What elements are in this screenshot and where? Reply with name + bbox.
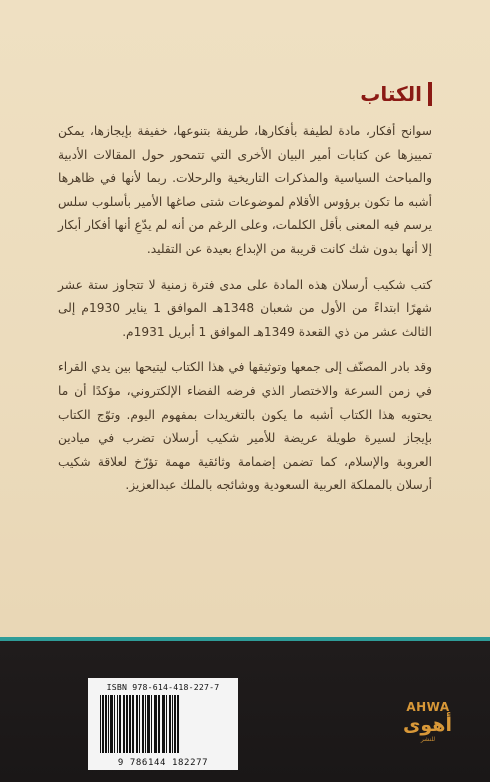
barcode-bar <box>162 695 165 753</box>
barcode-bar <box>117 695 118 753</box>
barcode-bar <box>177 695 179 753</box>
barcode-bar <box>132 695 134 753</box>
barcode-bar <box>126 695 128 753</box>
publisher-arabic-name: أهوى <box>402 714 452 736</box>
barcode-bar <box>129 695 131 753</box>
barcode-bar <box>123 695 125 753</box>
barcode-bar <box>108 695 109 753</box>
section-heading <box>360 82 432 106</box>
barcode-bar <box>147 695 150 753</box>
barcode-bar <box>158 695 160 753</box>
heading-accent-bar <box>428 82 432 106</box>
barcode-bar <box>169 695 171 753</box>
barcode-bar <box>154 695 157 753</box>
barcode-bar <box>100 695 101 753</box>
isbn-label: ISBN 978-614-418-227-7 <box>106 682 220 692</box>
barcode-bar <box>174 695 176 753</box>
barcode-bar <box>119 695 121 753</box>
barcode-bars <box>98 695 228 753</box>
barcode-bar <box>136 695 138 753</box>
barcode-bar <box>166 695 167 753</box>
publisher-latin-name: AHWA <box>406 700 450 714</box>
barcode-bar <box>114 695 115 753</box>
isbn-barcode <box>88 678 238 770</box>
paragraph-3: وقد بادر المصنّف إلى جمعها وتوثيقها في هذا الكتاب ليتيحها بين يدي القراء في زمن السرعة والاختصار الذي فرضه الفضاء الإلكتروني، مؤكدًا أن ما يحتويه هذا الكتاب أشبه ما يكون بالتغريدات بمفهوم اليوم. وتوّج الكتاب بإيجاز لسيرة طويلة عريضة للأمير شكيب أرسلان تضرب في ميادين العروبة والإسلام، كما تضمن إضمامة وثائقية مهمة تؤرّخ لعلاقة شكيب أرسلان بالمملكة العربية السعودية ووشائجه بالملك عبدالعزيز. <box>58 360 432 493</box>
publisher-tagline: للنشر <box>420 736 436 743</box>
barcode-bar <box>142 695 144 753</box>
paragraph-2: كتب شكيب أرسلان هذه المادة على مدى فترة زمنية لا تتجاوز ستة عشر شهرًا ابتداءً من الأول من شعبان 1348هـ الموافق 1 يناير 1930م إلى الثالث عشر من ذي القعدة 1349هـ الموافق 1 أبريل 1931م. <box>58 277 432 339</box>
section-title: الكتاب <box>360 82 422 106</box>
barcode-bar <box>151 695 152 753</box>
barcode-bar <box>172 695 173 753</box>
barcode-bar <box>110 695 113 753</box>
barcode-bar <box>139 695 140 753</box>
barcode-bar <box>102 695 104 753</box>
blurb-text <box>58 120 432 510</box>
barcode-bar <box>145 695 146 753</box>
barcode-bar <box>105 695 107 753</box>
barcode-number: 9 786144 182277 <box>117 758 209 768</box>
paragraph-1: سوانح أفكار، مادة لطيفة بأفكارها، طريفة بتنوعها، خفيفة بإيجازها، يمكن تمييزها عن كتابات أمير البيان الأخرى التي تتمحور حول المقالات الأدبية والمباحث السياسية والمذكرات التاريخية والرحلات. ربما لأنها في ظاهرها أشبه ما تكون برؤوس الأقلام لموضوعات شتى صاغها الأمير بأسلوب سلس يرسم فيه المعنى بأقل الكلمات، وعلى الرغم من أنه لم يدّعِ أنها أفكار أبكار إلا أنها بدون شك كانت قريبة من الإبداع بعيدة عن التقليد. <box>58 124 432 256</box>
publisher-logo <box>404 700 452 754</box>
